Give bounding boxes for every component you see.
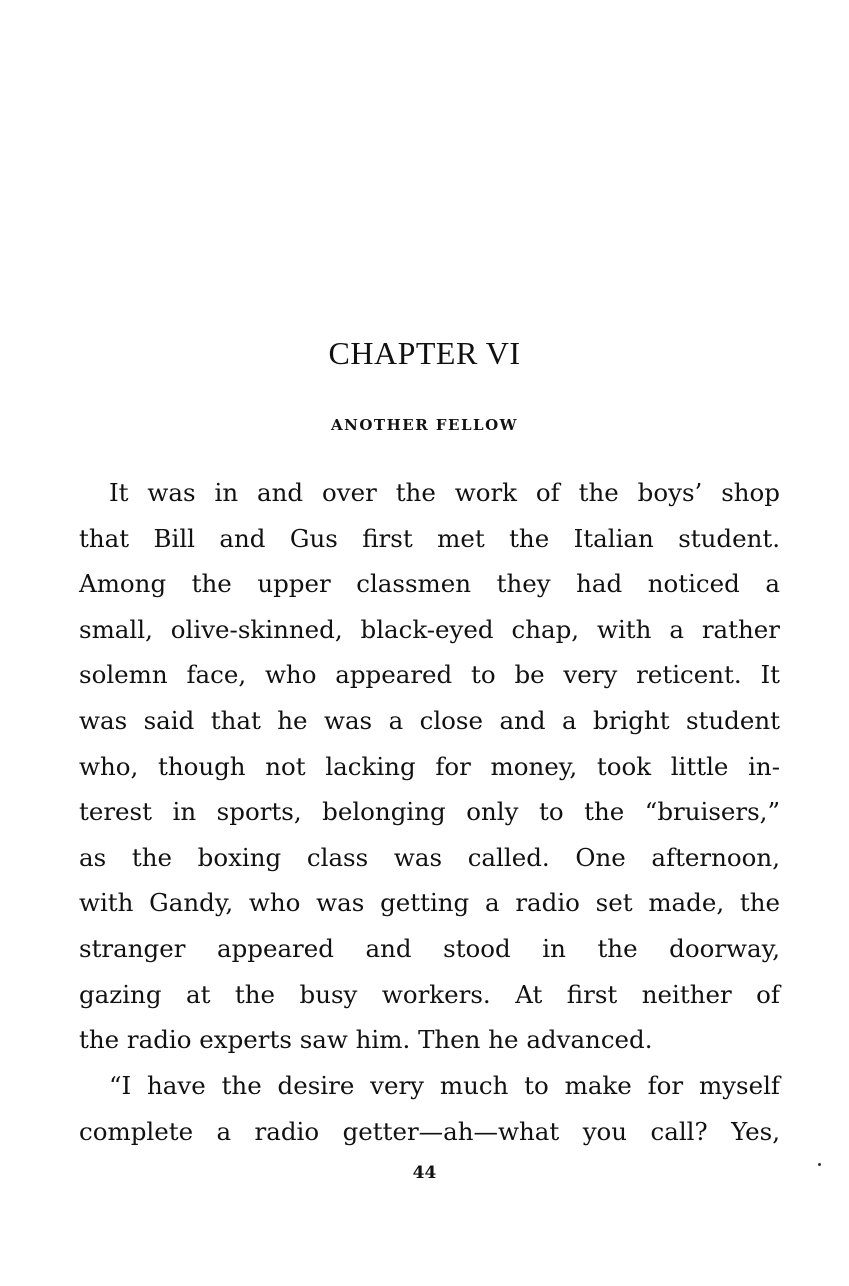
paragraph-2 [79, 1063, 780, 1154]
chapter-subtitle: ANOTHER FELLOW [331, 416, 518, 434]
paragraph-1 [79, 470, 780, 1063]
text-line: solemn face, who appeared to be very reticent. It [79, 660, 780, 690]
text-line: that Bill and Gus first met the Italian student. [79, 523, 780, 553]
text-line: as the boxing class was called. One afternoon, [79, 842, 780, 872]
text-line: “I have the desire very much to make for myself [109, 1071, 780, 1100]
text-line: It was in and over the work of the boys’ shop [109, 478, 780, 507]
page-number: 44 [412, 1163, 437, 1183]
text-line: stranger appeared and stood in the doorway, [79, 933, 780, 963]
text-line: small, olive-skinned, black-eyed chap, with a rather [79, 614, 780, 644]
text-line: who, though not lacking for money, took little in- [79, 751, 780, 781]
text-line: Among the upper classmen they had noticed a [79, 569, 780, 599]
text-line: was said that he was a close and a bright student [79, 705, 780, 735]
text-line: the radio experts saw him. Then he advanced. [79, 1025, 653, 1055]
text-line: gazing at the busy workers. At first neither of [79, 979, 780, 1009]
text-line: with Gandy, who was getting a radio set made, the [79, 888, 780, 918]
chapter-title: CHAPTER VI [328, 335, 521, 371]
text-line: complete a radio getter—ah—what you call? Yes, [79, 1116, 780, 1146]
text-line: terest in sports, belonging only to the “bruisers,” [79, 797, 780, 827]
scan-speck [818, 1163, 821, 1166]
